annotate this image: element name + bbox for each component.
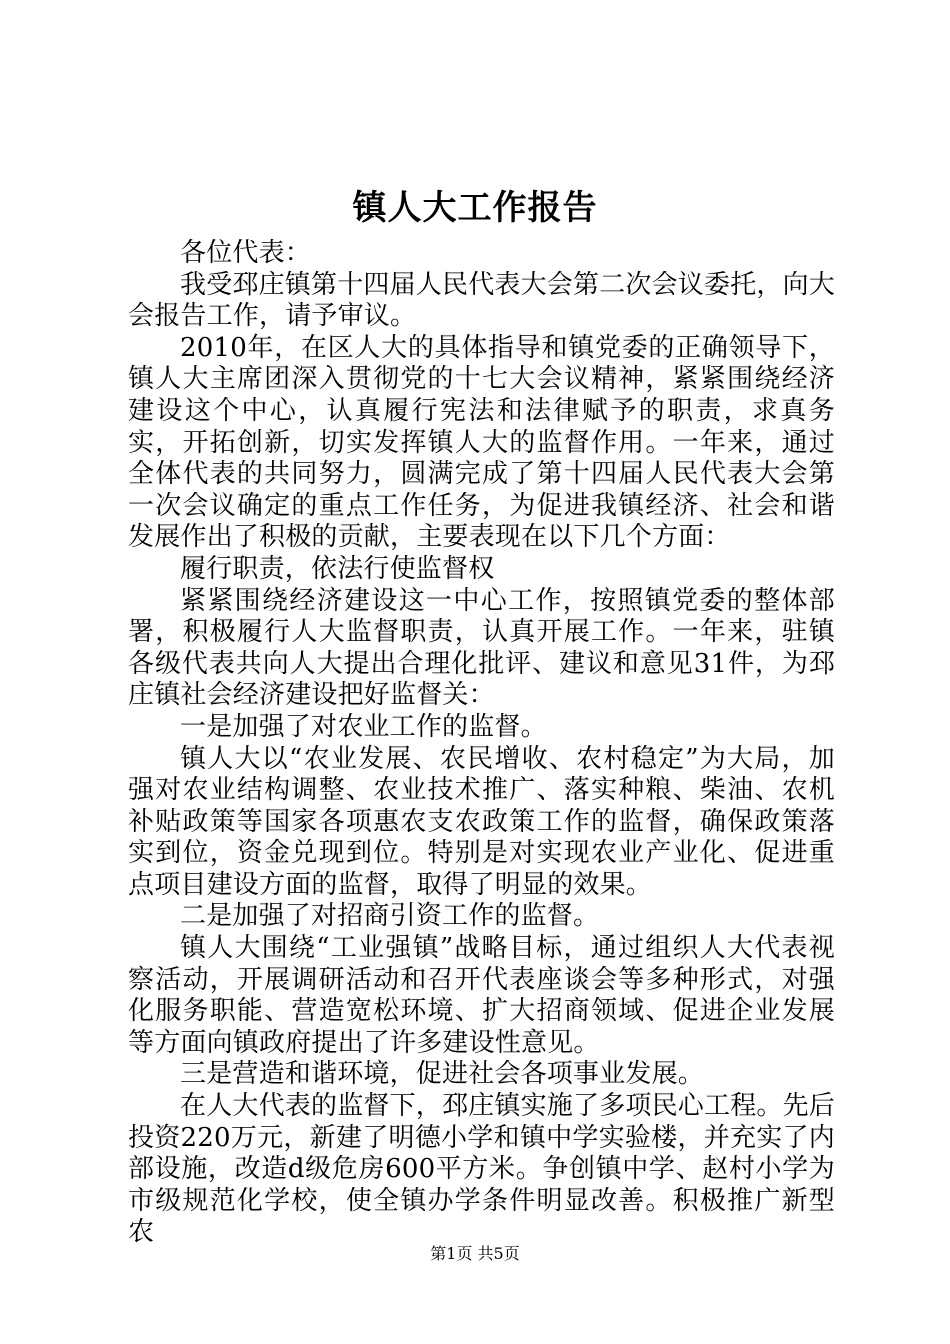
paragraph-overview: 2010年，在区人大的具体指导和镇党委的正确领导下，镇人大主席团深入贯彻党的十七大会议精神，紧紧围绕经济建设这个中心，认真履行宪法和法律赋予的职责，求真务实，开拓创新，切实发挥镇人大的监督作用。一年来，通过全体代表的共同努力，圆满完成了第十四届人民代表大会第一次会议确定的重点工作任务，为促进我镇经济、社会和谐发展作出了积极的贡献，主要表现在以下几个方面：	[128, 332, 835, 553]
item-heading-investment: 二是加强了对招商引资工作的监督。	[180, 901, 600, 932]
page-footer: 第1页 共5页	[430, 1244, 520, 1263]
item-heading-harmony: 三是营造和谐环境，促进社会各项事业发展。	[180, 1059, 705, 1090]
section-heading-supervision: 履行职责，依法行使监督权	[180, 553, 495, 584]
item-heading-agriculture: 一是加强了对农业工作的监督。	[180, 711, 547, 742]
paragraph-supervision: 紧紧围绕经济建设这一中心工作，按照镇党委的整体部署，积极履行人大监督职责，认真开展工作。一年来，驻镇各级代表共向人大提出合理化批评、建议和意见31件，为邳庄镇社会经济建设把好监督关：	[128, 585, 835, 711]
paragraph-investment: 镇人大围绕“工业强镇”战略目标，通过组织人大代表视察活动，开展调研活动和召开代表座谈会等多种形式，对强化服务职能、营造宽松环境、扩大招商领域、促进企业发展等方面向镇政府提出了许多建设性意见。	[128, 933, 835, 1058]
salutation: 各位代表：	[180, 238, 312, 268]
page-title: 镇人大工作报告	[352, 188, 598, 228]
document-body	[128, 238, 835, 1249]
paragraph-harmony: 在人大代表的监督下，邳庄镇实施了多项民心工程。先后投资220万元，新建了明德小学和镇中学实验楼，并充实了内部设施，改造d级危房600平方米。争创镇中学、赵村小学为市级规范化学校，使全镇办学条件明显改善。积极推广新型农	[128, 1091, 836, 1248]
paragraph-intro: 我受邳庄镇第十四届人民代表大会第二次会议委托，向大会报告工作，请予审议。	[128, 269, 836, 332]
paragraph-agriculture: 镇人大以“农业发展、农民增收、农村稳定”为大局，加强对农业结构调整、农业技术推广、落实种粮、柴油、农机补贴政策等国家各项惠农支农政策工作的监督，确保政策落实到位，资金兑现到位。特别是对实现农业产业化、促进重点项目建设方面的监督，取得了明显的效果。	[128, 743, 835, 900]
